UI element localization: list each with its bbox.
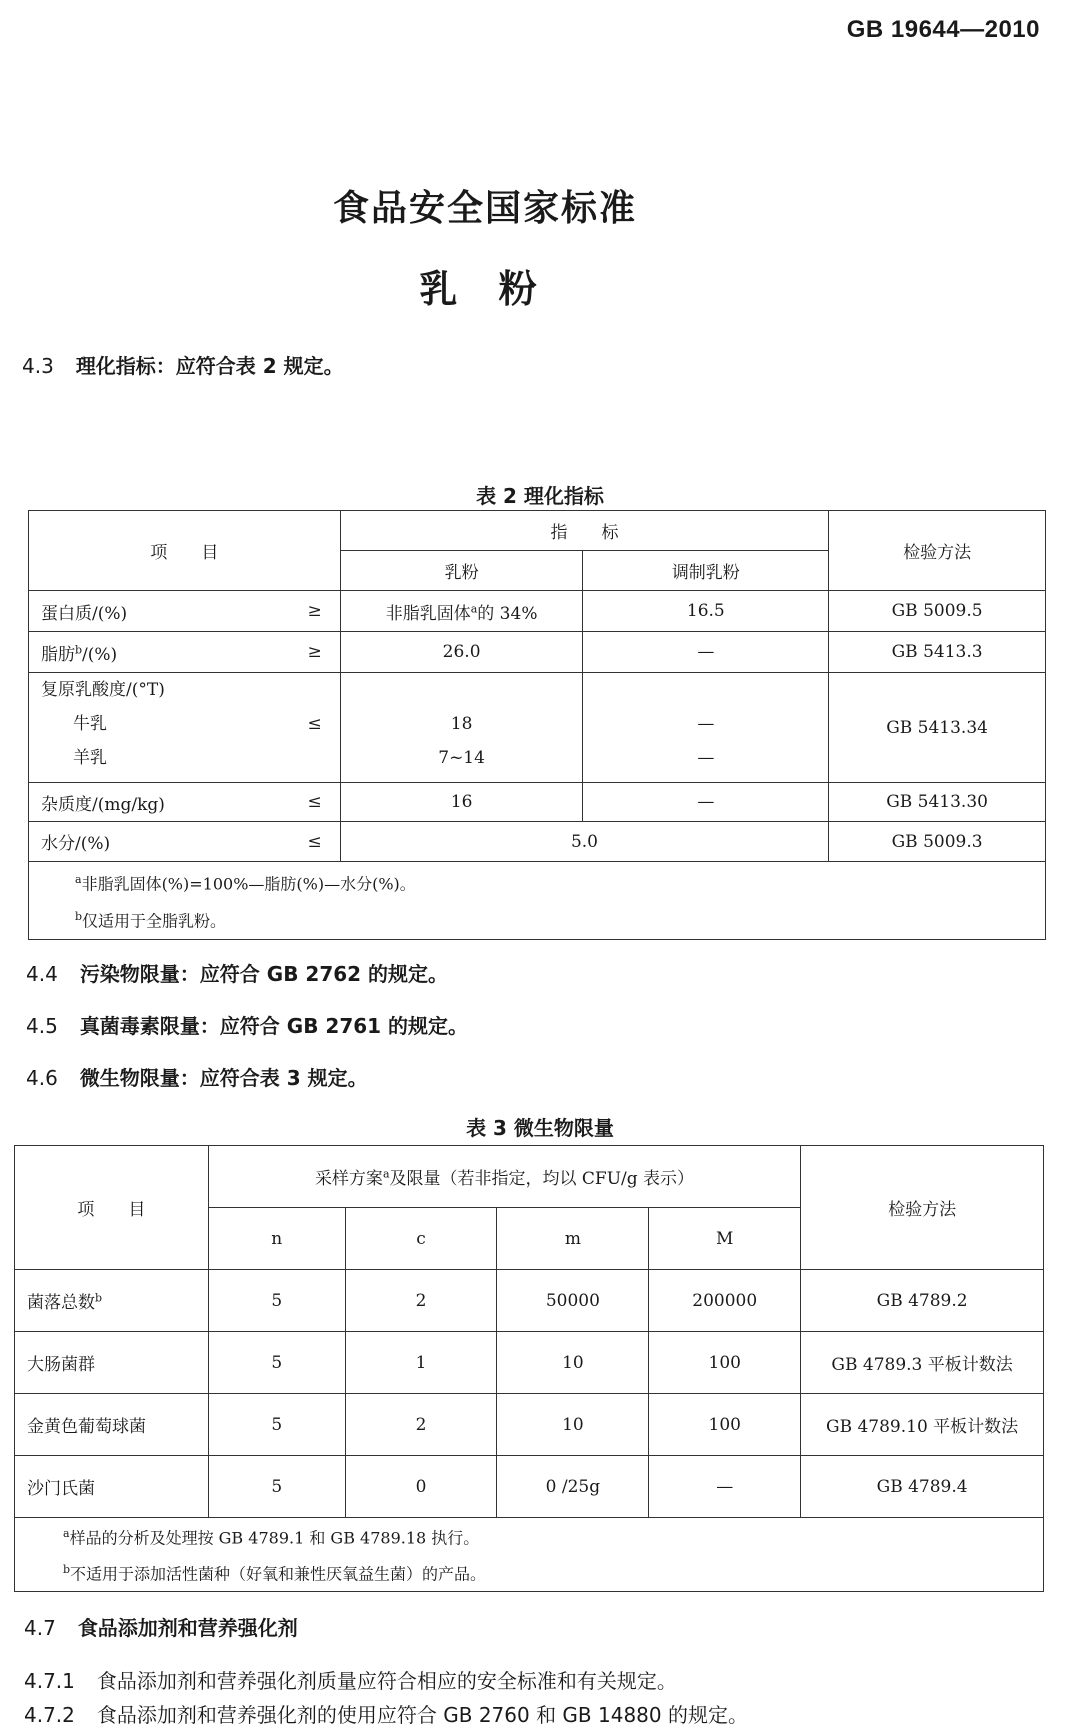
clause-4-4 [26, 958, 448, 987]
table3-col-m: m [497, 1208, 649, 1270]
sub-item-goat: 羊乳 [73, 748, 107, 768]
value-n: 5 [208, 1332, 345, 1394]
clause-4-3 [22, 350, 344, 379]
method: GB 5413.3 [829, 632, 1046, 673]
clause-text: 理化指标：应符合表 2 规定。 [75, 354, 344, 378]
clause-4-7-2 [24, 1699, 748, 1728]
row-item: 大肠菌群 [15, 1332, 209, 1394]
value-c: 2 [345, 1394, 497, 1456]
value-n: 5 [208, 1394, 345, 1456]
item-label: 杂质度/(mg/kg) [41, 794, 165, 815]
value-m: 10 [497, 1332, 649, 1394]
operator: ≤ [307, 714, 322, 734]
item-label: 蛋白质/(%) [41, 603, 128, 624]
operator: ≥ [307, 601, 322, 621]
value-c: 1 [345, 1332, 497, 1394]
table-row [15, 1270, 1044, 1332]
clause-text: 微生物限量：应符合表 3 规定。 [79, 1066, 368, 1090]
footnote-a: $^a$样品的分析及处理按 GB 4789.1 和 GB 4789.18 执行。 [63, 1527, 480, 1548]
row-item [29, 822, 341, 862]
method: GB 5413.34 [829, 673, 1046, 783]
clause-text: 食品添加剂和营养强化剂的使用应符合 GB 2760 和 GB 14880 的规定。 [96, 1703, 748, 1727]
footnote-b: $^b$不适用于添加活性菌种（好氧和兼性厌氧益生菌）的产品。 [63, 1563, 487, 1584]
operator: ≥ [307, 642, 322, 662]
table2-head-item: 项 目 [29, 511, 341, 591]
value-M: 200000 [649, 1270, 801, 1332]
value-n: 5 [208, 1456, 345, 1518]
footnote-b: $^b$仅适用于全脂乳粉。 [75, 909, 227, 930]
sub-item-cow: 牛乳 [73, 714, 107, 734]
table3 [14, 1145, 1044, 1592]
clause-text: 污染物限量：应符合 GB 2762 的规定。 [79, 962, 449, 986]
value-c: 2 [345, 1270, 497, 1332]
clause-number: 4.6 [26, 1066, 58, 1090]
clause-number: 4.4 [26, 962, 58, 986]
clause-4-5 [26, 1010, 468, 1039]
table3-head-plan: 采样方案$^a$及限量（若非指定，均以 CFU/g 表示） [208, 1146, 800, 1208]
clause-text: 食品添加剂和营养强化剂质量应符合相应的安全标准和有关规定。 [96, 1669, 677, 1693]
table3-head-item: 项 目 [15, 1146, 209, 1270]
row-item: 金黄色葡萄球菌 [15, 1394, 209, 1456]
value-milk-powder: 非脂乳固体$^a$的 34% [340, 591, 583, 632]
table-row [15, 1332, 1044, 1394]
table2-head-indicator: 指 标 [340, 511, 828, 551]
value-n: 5 [208, 1270, 345, 1332]
method: GB 4789.4 [801, 1456, 1044, 1518]
table3-col-c: c [345, 1208, 497, 1270]
clause-number: 4.7.2 [24, 1703, 75, 1727]
table-row [29, 591, 1046, 632]
item-label: 复原乳酸度/(°T) [41, 680, 165, 700]
table3-head-method: 检验方法 [801, 1146, 1044, 1270]
table3-caption: 表 3 微生物限量 [466, 1116, 614, 1140]
row-item [29, 632, 341, 673]
row-item [29, 591, 341, 632]
document-title: 食品安全国家标准 [332, 188, 637, 229]
clause-4-6 [26, 1062, 368, 1091]
clause-number: 4.3 [22, 354, 54, 378]
standard-code: GB 19644—2010 [846, 16, 1040, 43]
value-milk-powder: 26.0 [340, 632, 583, 673]
table-row [15, 1394, 1044, 1456]
value-formulated: — [583, 783, 829, 822]
clause-text: 真菌毒素限量：应符合 GB 2761 的规定。 [79, 1014, 469, 1038]
method: GB 5009.3 [829, 822, 1046, 862]
item-label: 水分/(%) [41, 834, 111, 854]
value-m: 10 [497, 1394, 649, 1456]
method: GB 4789.2 [801, 1270, 1044, 1332]
value-formulated: — [583, 632, 829, 673]
value-M: 100 [649, 1394, 801, 1456]
value-c: 0 [345, 1456, 497, 1518]
row-item [29, 783, 341, 822]
operator: ≤ [307, 831, 322, 852]
value-merged: 5.0 [340, 822, 828, 862]
clause-text: 食品添加剂和营养强化剂 [77, 1616, 298, 1640]
table-row [29, 783, 1046, 822]
method: GB 5009.5 [829, 591, 1046, 632]
item-label: 脂肪$^b$/(%) [41, 642, 118, 665]
table2-head-method: 检验方法 [829, 511, 1046, 591]
table-row [29, 632, 1046, 673]
clause-4-7 [24, 1612, 298, 1641]
clause-number: 4.7 [24, 1616, 56, 1640]
table2 [28, 510, 1046, 940]
value-formulated: 16.5 [583, 591, 829, 632]
table2-footnotes [29, 862, 1046, 940]
table-row [29, 673, 1046, 783]
table3-col-n: n [208, 1208, 345, 1270]
table-row [15, 1456, 1044, 1518]
value-formulated: — — [583, 673, 829, 783]
method: GB 5413.30 [829, 783, 1046, 822]
value-M: 100 [649, 1332, 801, 1394]
table2-caption: 表 2 理化指标 [476, 484, 604, 508]
operator: ≤ [307, 792, 322, 812]
table2-col-formulated: 调制乳粉 [583, 551, 829, 591]
row-item [29, 673, 341, 783]
value-M: — [649, 1456, 801, 1518]
value-milk-powder: 18 7~14 [340, 673, 583, 783]
clause-number: 4.5 [26, 1014, 58, 1038]
value-m: 50000 [497, 1270, 649, 1332]
table3-footnotes [15, 1518, 1044, 1592]
clause-number: 4.7.1 [24, 1669, 75, 1693]
method: GB 4789.10 平板计数法 [801, 1394, 1044, 1456]
value-m: 0 /25g [497, 1456, 649, 1518]
footnote-a: $^a$非脂乳固体(%)=100%—脂肪(%)—水分(%)。 [75, 873, 416, 894]
document-subtitle: 乳 粉 [419, 267, 551, 311]
clause-4-7-1 [24, 1665, 677, 1694]
row-item: 沙门氏菌 [15, 1456, 209, 1518]
method: GB 4789.3 平板计数法 [801, 1332, 1044, 1394]
row-item: 菌落总数$^b$ [15, 1270, 209, 1332]
value-milk-powder: 16 [340, 783, 583, 822]
table-row [29, 822, 1046, 862]
table2-col-milk-powder: 乳粉 [340, 551, 583, 591]
table3-col-M: M [649, 1208, 801, 1270]
